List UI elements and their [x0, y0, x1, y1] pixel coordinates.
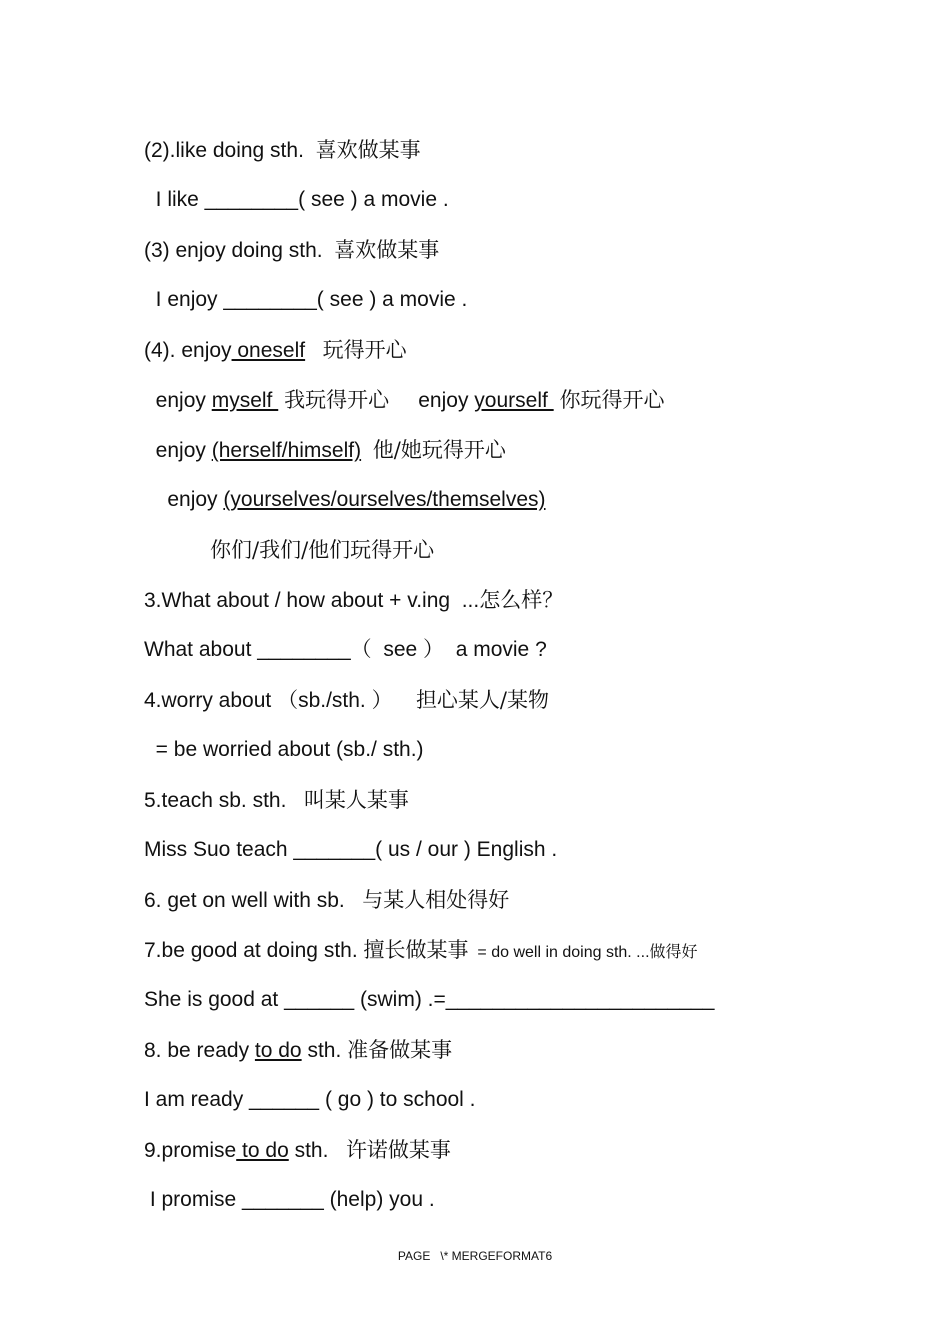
- line-enjoy-doing: [144, 237, 439, 264]
- underlined-text: yourself: [474, 389, 554, 412]
- exercise-ready: I am ready ______ ( go ) to school .: [144, 1088, 476, 1111]
- line-get-on-well: [144, 887, 509, 914]
- line-chinese: 怎么样？: [479, 588, 564, 612]
- line-chinese-plural: 你们/我们/他们玩得开心: [210, 538, 435, 562]
- line-text: (4). enjoy: [144, 339, 232, 362]
- line-chinese: 喜欢做某事: [334, 238, 440, 262]
- line-text: enjoy: [144, 488, 224, 511]
- line-chinese: 喜欢做某事: [315, 138, 421, 162]
- line-like-doing: [144, 137, 421, 164]
- line-be-ready: [144, 1037, 452, 1064]
- line-text: (3) enjoy doing sth.: [144, 239, 335, 262]
- line-text: 3.What about / how about + v.ing ...: [144, 589, 480, 612]
- underlined-text: to do: [254, 1039, 302, 1062]
- underlined-text: (herself/himself): [211, 439, 362, 462]
- line-enjoy-oneself: [144, 337, 407, 364]
- exercise-enjoy-see: I enjoy ________( see ) a movie .: [144, 288, 468, 311]
- line-chinese: 玩得开心: [322, 338, 407, 362]
- line-text: (2).like doing sth.: [144, 139, 316, 162]
- line-text-small: = do well in doing sth. ...: [468, 944, 650, 961]
- line-teach: [144, 787, 409, 814]
- line-chinese: 准备做某事: [347, 1038, 453, 1062]
- line-text: sth.: [301, 1039, 348, 1062]
- line-text: 5.teach sb. sth.: [144, 789, 304, 812]
- line-text: enjoy: [389, 389, 475, 412]
- line-enjoy-yourselves: [144, 487, 546, 513]
- line-chinese: 叫某人某事: [303, 788, 409, 812]
- line-chinese: 他/她玩得开心: [372, 438, 506, 462]
- line-chinese-small: 做得好: [649, 942, 698, 961]
- line-text: enjoy: [144, 439, 212, 462]
- line-chinese: 你玩得开心: [559, 388, 665, 412]
- line-enjoy-herself: [144, 437, 506, 464]
- line-chinese: 许诺做某事: [345, 1138, 451, 1162]
- line-promise: [144, 1137, 451, 1164]
- exercise-promise: I promise _______ (help) you .: [144, 1188, 435, 1211]
- line-enjoy-myself-yourself: [144, 387, 665, 414]
- underlined-text: (yourselves/ourselves/themselves): [223, 488, 546, 511]
- line-what-about: [144, 587, 563, 614]
- line-be-worried: = be worried about (sb./ sth.): [144, 738, 424, 761]
- line-chinese: 与某人相处得好: [362, 888, 510, 912]
- exercise-what-about: What about ________（ see ） a movie ?: [144, 638, 547, 661]
- page-footer: PAGE \* MERGEFORMAT6: [397, 1249, 553, 1263]
- exercise-like-see: I like ________( see ) a movie .: [144, 188, 449, 211]
- line-text: 6. get on well with sb.: [144, 889, 363, 912]
- underlined-text: to do: [236, 1139, 289, 1162]
- line-worry-about: [144, 687, 549, 714]
- line-chinese: 擅长做某事: [363, 938, 469, 962]
- spacer-text: [305, 339, 323, 362]
- line-be-good-at: [144, 937, 698, 966]
- line-text: 9.promise: [144, 1139, 237, 1162]
- underlined-text: oneself: [231, 339, 306, 362]
- exercise-teach: Miss Suo teach _______( us / our ) English .: [144, 838, 558, 861]
- line-text: enjoy: [144, 389, 212, 412]
- underlined-text: myself: [211, 389, 279, 412]
- line-text: 7.be good at doing sth.: [144, 939, 364, 962]
- line-text: 4.worry about （sb./sth. ）: [144, 689, 416, 712]
- spacer-text: [361, 439, 373, 462]
- line-chinese: 我玩得开心: [284, 388, 390, 412]
- line-text: 8. be ready: [144, 1039, 255, 1062]
- exercise-good-at: She is good at ______ (swim) .=_______________________: [144, 988, 715, 1011]
- line-text: sth.: [288, 1139, 346, 1162]
- line-chinese: 担心某人/某物: [415, 688, 550, 712]
